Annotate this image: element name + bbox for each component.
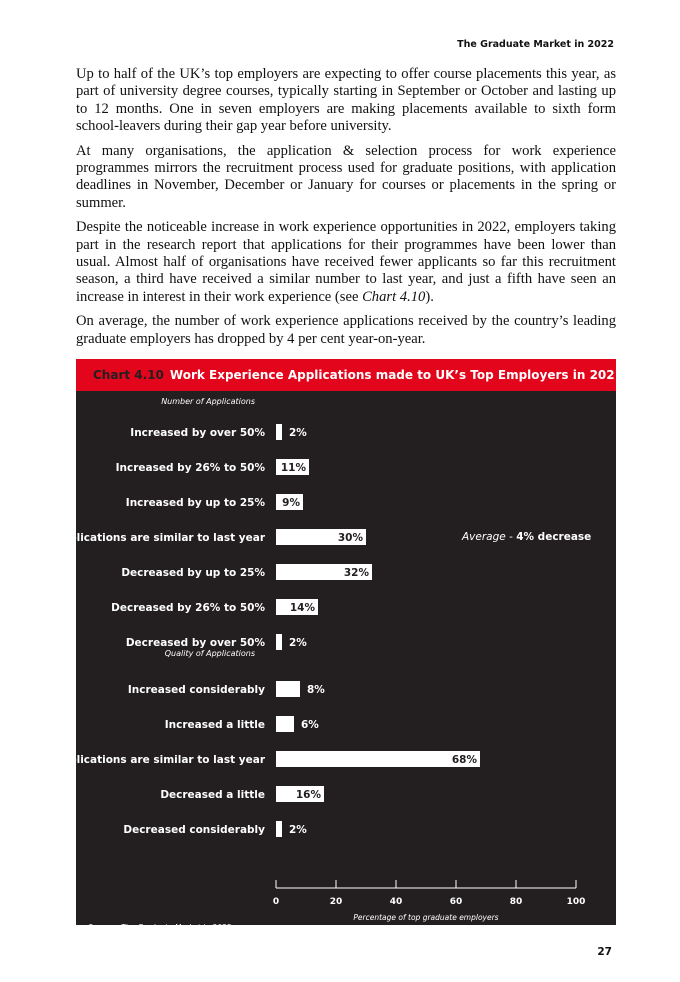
running-header: The Graduate Market in 2022 — [457, 39, 614, 50]
category-label: Increased considerably — [127, 684, 265, 696]
bar — [276, 751, 480, 767]
category-label: Decreased by up to 25% — [121, 567, 265, 579]
x-tick-label: 60 — [449, 897, 463, 907]
data-label: 2% — [289, 637, 307, 649]
x-tick-label: 40 — [389, 897, 403, 907]
data-label: 32% — [343, 567, 369, 579]
data-label: 2% — [289, 824, 307, 836]
data-label: 2% — [289, 427, 307, 439]
section-heading: Number of Applications — [161, 397, 255, 406]
data-label: 8% — [307, 684, 325, 696]
category-label: Increased by 26% to 50% — [115, 462, 265, 474]
bar — [276, 634, 282, 650]
data-label: 11% — [280, 462, 306, 474]
category-label: Decreased by over 50% — [125, 637, 265, 649]
data-label: 68% — [451, 754, 477, 766]
annotation-separator: - — [505, 531, 517, 543]
bar — [276, 821, 282, 837]
source-note — [88, 923, 232, 932]
data-label: 9% — [282, 497, 300, 509]
page-number: 27 — [597, 946, 612, 958]
bar — [276, 681, 300, 697]
source-text: - The Graduate Market in 2022 — [113, 923, 232, 932]
annotation-label: Average — [462, 531, 506, 543]
data-label: 6% — [301, 719, 319, 731]
bar — [276, 424, 282, 440]
paragraph-3 — [76, 219, 616, 306]
section-heading: Quality of Applications — [164, 649, 255, 658]
category-label: Decreased by 26% to 50% — [111, 602, 265, 614]
chart-title: Work Experience Applications made to UK’s Top Employers in 2021-2022 — [169, 368, 662, 382]
chart-panel — [53, 359, 662, 932]
category-label: Decreased a little — [160, 789, 265, 801]
paragraph-3-end: ). — [425, 288, 434, 305]
body-text — [76, 66, 616, 355]
data-label: 16% — [295, 789, 321, 801]
paragraph-4: On average, the number of work experience applications received by the country’s leading graduate employers has dropped by 4 per cent year-on-year. — [76, 313, 616, 347]
x-tick-label: 20 — [329, 897, 343, 907]
x-tick-label: 0 — [272, 897, 280, 907]
paragraph-1: Up to half of the UK’s top employers are expecting to offer course placements this year, as part of university degree courses, typically starting in September or October and lasting up to 12 months. One in seven employers are making placements available to sixth form school-leavers during their gap year before university. — [76, 66, 616, 135]
chart-title-bar — [76, 359, 662, 391]
category-label: Decreased considerably — [123, 824, 265, 836]
bar — [276, 716, 294, 732]
chart-reference: Chart 4.10 — [362, 288, 426, 305]
category-label: Increased by over 50% — [130, 427, 265, 439]
average-annotation — [461, 531, 591, 543]
bar-chart — [53, 391, 616, 932]
x-tick-label: 100 — [566, 897, 586, 907]
paragraph-3-text: Despite the noticeable increase in work experience opportunities in 2022, employers taking part in the research report that applications for their programmes have been lower than usual. Almost half of organisations have received fewer applicants so far this recruitment season, a third have received a similar number to last year, and just a fifth have seen an increase in interest in their work experience (see — [76, 219, 616, 305]
data-label: 30% — [337, 532, 363, 544]
category-label: Applications are similar to last year — [53, 532, 265, 544]
annotation-value: 4% decrease — [516, 531, 592, 543]
data-label: 14% — [289, 602, 315, 614]
source-label: Source — [88, 923, 114, 932]
chart-number: Chart 4.10 — [93, 368, 164, 382]
category-label: Increased a little — [164, 719, 265, 731]
paragraph-2: At many organisations, the application & selection process for work experience programmes mirrors the recruitment process used for graduate positions, with application deadlines in November, December or January for courses or placements in the spring or summer. — [76, 142, 616, 211]
x-tick-label: 80 — [509, 897, 523, 907]
x-axis-label: Percentage of top graduate employers — [353, 913, 499, 922]
category-label: Applications are similar to last year — [53, 754, 265, 766]
category-label: Increased by up to 25% — [125, 497, 265, 509]
